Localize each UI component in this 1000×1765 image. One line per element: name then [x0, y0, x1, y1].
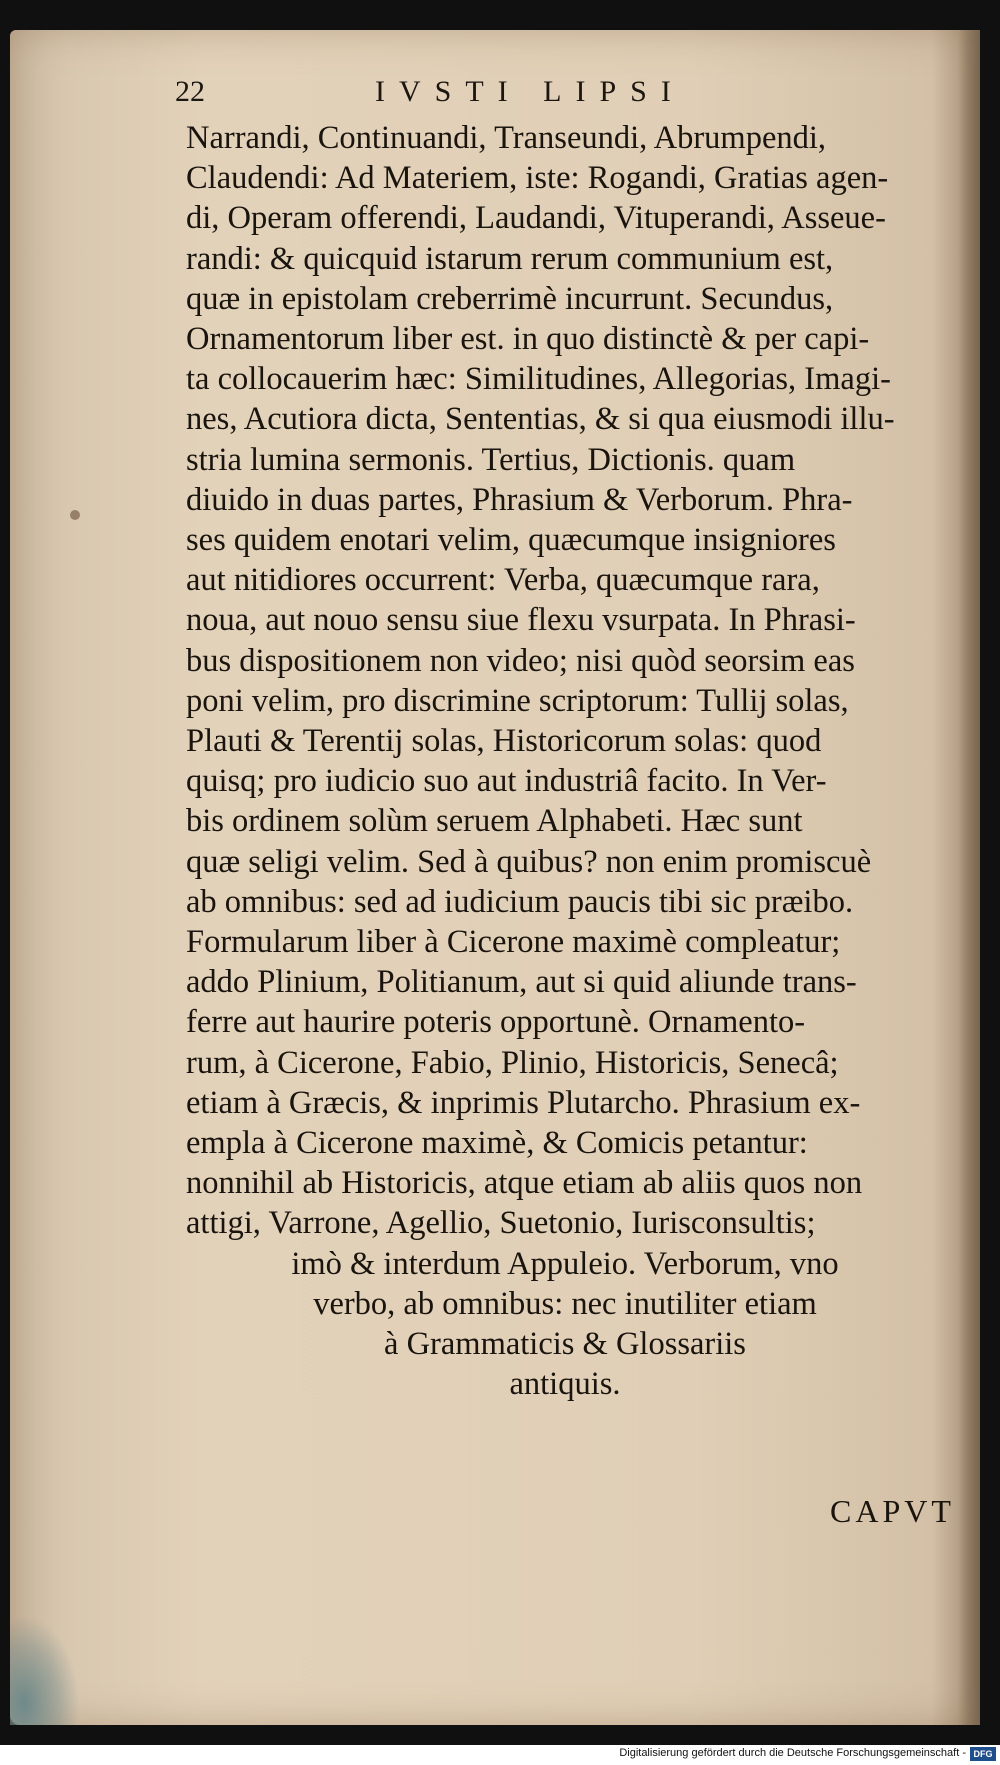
text-line: ta collocauerim hæc: Similitudines, Allegorias, Imagi- [186, 361, 891, 398]
ink-speck [70, 510, 80, 520]
text-line: imò & interdum Appuleio. Verborum, vno [291, 1245, 839, 1282]
folio-number: 22 [175, 75, 205, 108]
text-line: quisq; pro iudicio suo aut industriâ facito. In Ver- [186, 763, 827, 800]
text-line: etiam à Græcis, & inprimis Plutarcho. Phrasium ex- [186, 1084, 861, 1121]
page-header [175, 75, 775, 119]
text-line: randi: & quicquid istarum rerum communium est, [186, 240, 834, 277]
text-line: Formularum liber à Cicerone maximè compleatur; [186, 924, 841, 961]
text-line: bus dispositionem non video; nisi quòd seorsim eas [186, 642, 855, 679]
footer-bar [0, 1745, 1000, 1765]
text-line: antiquis. [509, 1366, 621, 1403]
text-line: nes, Acutiora dicta, Sententias, & si qua eiusmodi illu- [186, 401, 895, 438]
text-line: stria lumina sermonis. Tertius, Dictionis. quam [186, 441, 796, 478]
text-line: diuido in duas partes, Phrasium & Verborum. Phra- [186, 481, 853, 518]
text-line: Plauti & Terentij solas, Historicorum solas: quod [186, 723, 822, 760]
text-line: nonnihil ab Historicis, atque etiam ab aliis quos non [186, 1165, 863, 1202]
text-line: di, Operam offerendi, Laudandi, Vituperandi, Asseue- [186, 200, 886, 237]
text-line: rum, à Cicerone, Fabio, Plinio, Historicis, Senecâ; [186, 1044, 839, 1081]
text-line: aut nitidiores occurrent: Verba, quæcumque rara, [186, 562, 820, 599]
text-line: Ornamentorum liber est. in quo distinctè & per capi- [186, 321, 870, 358]
text-line: ses quidem enotari velim, quæcumque insigniores [186, 522, 836, 559]
text-line: quæ seligi velim. Sed à quibus? non enim promiscuè [186, 843, 872, 880]
text-line: Claudendi: Ad Materiem, iste: Rogandi, Gratias agen- [186, 160, 889, 197]
text-line: noua, aut nouo sensu siue flexu vsurpata. In Phrasi- [186, 602, 856, 639]
page-edge-shadow [958, 30, 980, 1725]
dfg-logo: DFG [970, 1747, 996, 1761]
text-line: à Grammaticis & Glossariis [384, 1326, 746, 1363]
text-line: Narrandi, Continuandi, Transeundi, Abrumpendi, [186, 120, 827, 156]
text-line: ab omnibus: sed ad iudicium paucis tibi sic præibo. [186, 883, 854, 920]
running-head: IVSTI LIPSI [375, 75, 685, 108]
text-line: attigi, Varrone, Agellio, Suetonio, Iurisconsultis; [186, 1205, 816, 1242]
footer-credit: Digitalisierung gefördert durch die Deutsche Forschungsgemeinschaft - [619, 1747, 966, 1759]
text-line: bis ordinem solùm seruem Alphabeti. Hæc sunt [186, 803, 803, 840]
water-stain [10, 1615, 80, 1725]
text-line: empla à Cicerone maximè, & Comicis petantur: [186, 1125, 808, 1162]
text-line: quæ in epistolam creberrimè incurrunt. Secundus, [186, 280, 834, 317]
text-block [186, 118, 944, 1405]
text-line: addo Plinium, Politianum, aut si quid aliunde trans- [186, 964, 857, 1001]
catchword: CAPVT [830, 1493, 955, 1529]
text-line: ferre aut haurire poteris opportunè. Ornamento- [186, 1004, 806, 1041]
text-line: poni velim, pro discrimine scriptorum: Tullij solas, [186, 682, 849, 719]
text-line: verbo, ab omnibus: nec inutiliter etiam [313, 1285, 817, 1322]
